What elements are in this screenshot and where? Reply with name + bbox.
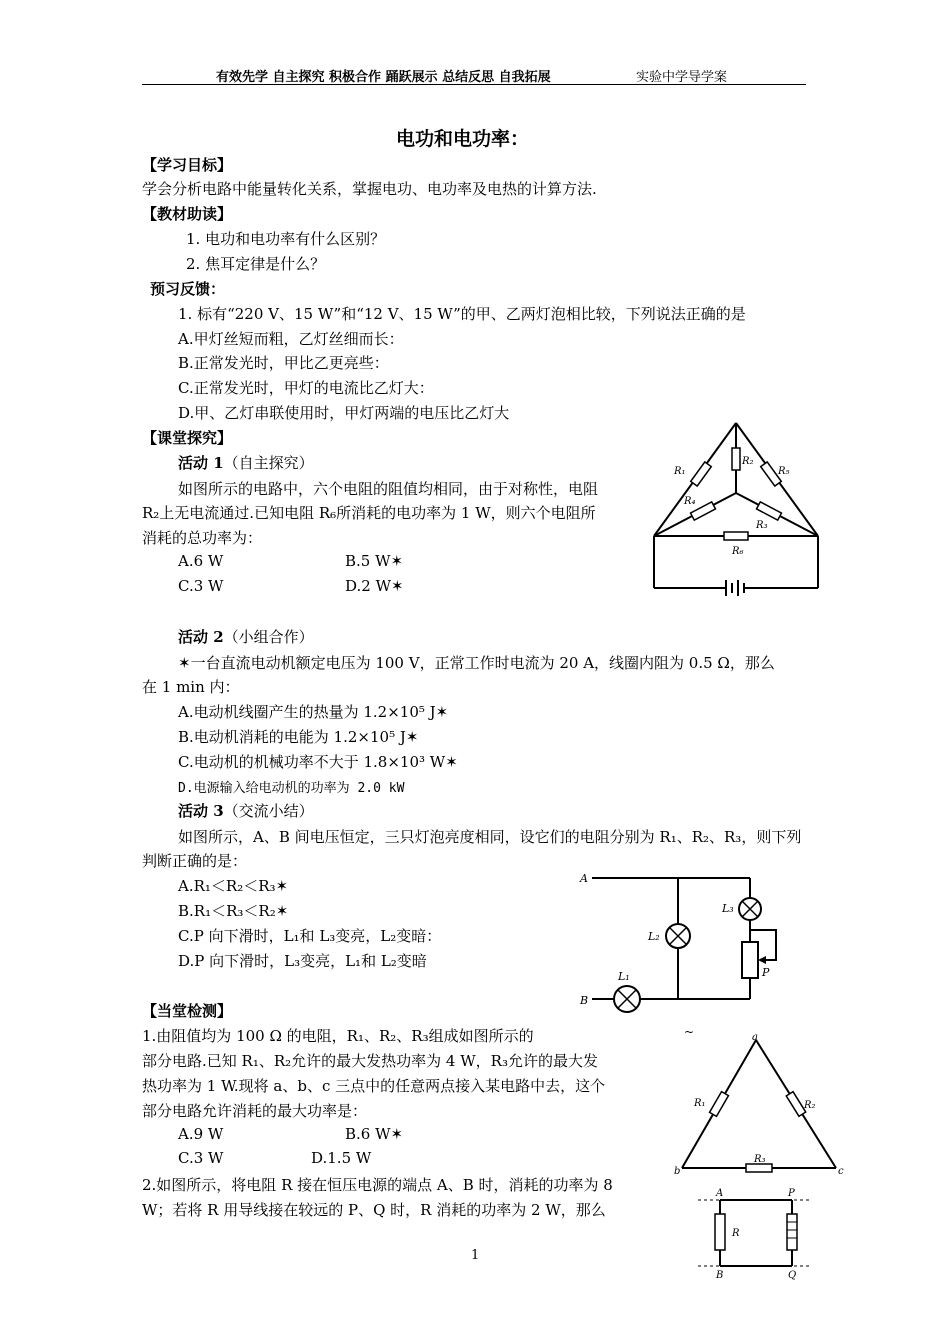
fig3-label-b: b xyxy=(674,1166,681,1177)
objectives-text: 学会分析电路中能量转化关系，掌握电功、电功率及电热的计算方法. xyxy=(142,180,597,198)
header-motto: 有效先学 自主探究 积极合作 踊跃展示 总结反思 自我拓展 xyxy=(216,70,551,85)
figure-resistor-network xyxy=(648,418,828,596)
section-reading-heading: 【教材助读】 xyxy=(142,205,233,223)
fig4-label-a: A xyxy=(716,1188,724,1199)
preview-option-b: B.正常发光时，甲比乙更亮些： xyxy=(178,354,389,372)
reading-q1: 1. 电功和电功率有什么区别？ xyxy=(186,230,386,248)
check-q2-line2: W；若将 R 用导线接在较远的 P、Q 时，R 消耗的功率为 2 W，那么 xyxy=(142,1201,606,1219)
preview-option-a: A.甲灯丝短而粗，乙灯丝细而长： xyxy=(178,330,404,348)
activity-3-option-a: A.R₁＜R₂＜R₃✶ xyxy=(178,877,289,895)
activity-2-option-b: B.电动机消耗的电能为 1.2×10⁵ J✶ xyxy=(178,728,419,746)
activity-3-option-d: D.P 向下滑时，L₃变亮，L₁和 L₂变暗 xyxy=(178,952,427,970)
page-title: 电功和电功率： xyxy=(396,128,530,150)
fig1-label-r4: R₄ xyxy=(684,496,696,507)
activity-2-option-a: A.电动机线圈产生的热量为 1.2×10⁵ J✶ xyxy=(178,703,449,721)
figure-triangle-resistors xyxy=(672,1034,844,1178)
check-q1-line4: 部分电路允许消耗的最大功率是： xyxy=(142,1102,368,1120)
activity-1-line2: R₂上无电流通过.已知电阻 R₆所消耗的电功率为 1 W，则六个电阻所 xyxy=(142,504,596,522)
activity-1-option-c: C.3 W xyxy=(178,577,224,595)
check-q1-line1: 1.由阻值均为 100 Ω 的电阻，R₁、R₂、R₃组成如图所示的 xyxy=(142,1027,534,1045)
activity-1-title: 活动 1（自主探究） xyxy=(178,454,314,472)
reading-q2: 2. 焦耳定律是什么？ xyxy=(186,255,326,273)
activity-2-line2: 在 1 min 内： xyxy=(142,678,240,696)
activity-1-option-d: D.2 W✶ xyxy=(345,577,404,595)
section-objectives-heading: 【学习目标】 xyxy=(142,156,233,174)
activity-1-line3: 消耗的总功率为： xyxy=(142,529,263,547)
check-q1-option-d: D.1.5 W xyxy=(311,1149,372,1167)
figure-remote-resistor xyxy=(694,1186,816,1280)
fig1-label-r1: R₁ xyxy=(674,466,686,477)
fig2-label-l3: L₃ xyxy=(722,902,734,915)
activity-3-option-b: B.R₁＜R₃＜R₂✶ xyxy=(178,902,289,920)
activity-2-line1: ✶一台直流电动机额定电压为 100 V，正常工作时电流为 20 A，线圈内阻为 0.5 Ω，那么 xyxy=(178,654,775,672)
fig4-label-q: Q xyxy=(788,1270,797,1280)
page-number: 1 xyxy=(471,1248,480,1263)
fig3-label-a: a xyxy=(752,1034,758,1043)
figure-lamp-circuit xyxy=(578,866,788,1014)
preview-option-d: D.甲、乙灯串联使用时，甲灯两端的电压比乙灯大 xyxy=(178,404,510,422)
fig3-label-c: c xyxy=(838,1166,844,1177)
header-school: 实验中学导学案 xyxy=(636,70,728,85)
fig1-label-r5: R₅ xyxy=(778,466,790,477)
check-q2-line1: 2.如图所示，将电阻 R 接在恒压电源的端点 A、B 时，消耗的功率为 8 xyxy=(142,1176,613,1194)
activity-1-option-a: A.6 W xyxy=(178,552,224,570)
fig1-label-r3: R₃ xyxy=(756,520,768,531)
fig2-label-l2: L₂ xyxy=(648,930,660,943)
fig4-label-r: R xyxy=(732,1228,740,1239)
activity-3-title: 活动 3（交流小结） xyxy=(178,802,314,820)
activity-3-option-c: C.P 向下滑时，L₁和 L₃变亮，L₂变暗： xyxy=(178,927,442,945)
preview-question: 1. 标有“220 V、15 W”和“12 V、15 W”的甲、乙两灯泡相比较，下列说法正确的是 xyxy=(178,305,746,323)
check-q1-option-b: B.6 W✶ xyxy=(345,1125,404,1143)
check-q1-option-c: C.3 W xyxy=(178,1149,224,1167)
activity-1-line1: 如图所示的电路中，六个电阻的阻值均相同，由于对称性，电阻 xyxy=(178,480,599,498)
check-q1-line2: 部分电路.已知 R₁、R₂允许的最大发热功率为 4 W，R₃允许的最大发 xyxy=(142,1052,598,1070)
activity-1-option-b: B.5 W✶ xyxy=(345,552,404,570)
activity-3-line2: 判断正确的是： xyxy=(142,852,248,870)
fig1-label-r6: R₆ xyxy=(732,546,744,557)
fig3-label-r2: R₂ xyxy=(804,1100,816,1111)
fig2-label-p: P xyxy=(762,966,770,979)
fig2-label-a: A xyxy=(580,872,588,885)
activity-2-option-d: D.电源输入给电动机的功率为 2.0 kW xyxy=(178,781,405,796)
fig3-label-r1: R₁ xyxy=(694,1098,706,1109)
fig2-label-b: B xyxy=(580,994,589,1007)
section-preview-heading: 预习反馈： xyxy=(150,280,226,298)
activity-2-title: 活动 2（小组合作） xyxy=(178,628,314,646)
activity-2-option-c: C.电动机的机械功率不大于 1.8×10³ W✶ xyxy=(178,753,458,771)
preview-option-c: C.正常发光时，甲灯的电流比乙灯大： xyxy=(178,379,434,397)
fig1-label-r2: R₂ xyxy=(742,456,754,467)
check-q1-line3: 热功率为 1 W.现将 a、b、c 三点中的任意两点接入某电路中去，这个 xyxy=(142,1077,606,1095)
section-check-heading: 【当堂检测】 xyxy=(142,1002,233,1020)
stray-mark: ~ xyxy=(684,1025,695,1039)
section-classroom-heading: 【课堂探究】 xyxy=(142,429,233,447)
header-rule xyxy=(142,84,806,85)
fig4-label-p: P xyxy=(788,1188,795,1199)
fig3-label-r3: R₃ xyxy=(754,1154,766,1165)
activity-3-line1: 如图所示，A、B 间电压恒定，三只灯泡亮度相同，设它们的电阻分别为 R₁、R₂、R₃，则下列 xyxy=(178,828,802,846)
check-q1-option-a: A.9 W xyxy=(178,1125,224,1143)
fig2-label-l1: L₁ xyxy=(618,970,630,983)
fig4-label-b: B xyxy=(716,1270,724,1280)
